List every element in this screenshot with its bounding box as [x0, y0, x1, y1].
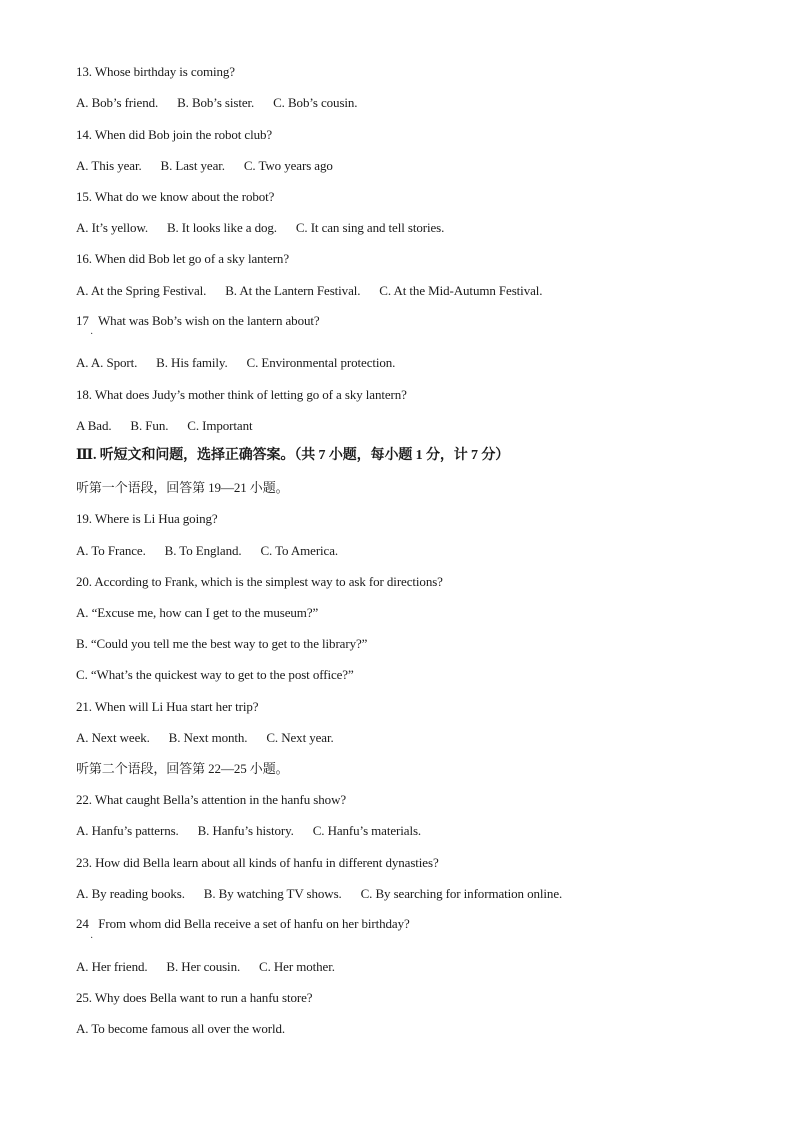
options-22: A. Hanfu’s patterns. B. Hanfu’s history. C. Hanfu’s materials.	[76, 823, 422, 838]
options-17: A. A. Sport. B. His family. C. Environmental protection.	[76, 355, 396, 370]
section-heading: Ⅲ. 听短文和问题，选择正确答案。（共 7 小题，每小题 1 分，计 7 分）	[76, 448, 510, 463]
options-18: A Bad. B. Fun. C. Important	[76, 418, 253, 433]
options-14: A. This year. B. Last year. C. Two years ago	[76, 158, 333, 173]
options-13: A. Bob’s friend. B. Bob’s sister. C. Bob’s cousin.	[76, 95, 358, 110]
question-16: 16. When did Bob let go of a sky lantern?	[76, 251, 290, 266]
question-22: 22. What caught Bella’s attention in the hanfu show?	[76, 792, 347, 807]
question-20: 20. According to Frank, which is the simplest way to ask for directions?	[76, 574, 443, 589]
question-21: 21. When will Li Hua start her trip?	[76, 699, 259, 714]
stray-dot: ·	[90, 329, 94, 340]
question-25: 25. Why does Bella want to run a hanfu store?	[76, 990, 313, 1005]
segment-one-instruction: 听第一个语段，回答第 19—21 小题。	[76, 480, 289, 495]
stray-dot: ·	[90, 933, 94, 944]
options-15: A. It’s yellow. B. It looks like a dog. C. It can sing and tell stories.	[76, 220, 445, 235]
question-23: 23. How did Bella learn about all kinds of hanfu in different dynasties?	[76, 855, 439, 870]
question-19: 19. Where is Li Hua going?	[76, 511, 218, 526]
options-21: A. Next week. B. Next month. C. Next year.	[76, 730, 334, 745]
option-20c: C. “What’s the quickest way to get to the post office?”	[76, 667, 354, 682]
options-24: A. Her friend. B. Her cousin. C. Her mother.	[76, 959, 335, 974]
options-16: A. At the Spring Festival. B. At the Lantern Festival. C. At the Mid-Autumn Festival.	[76, 283, 543, 298]
option-20a: A. “Excuse me, how can I get to the museum?”	[76, 605, 319, 620]
options-19: A. To France. B. To England. C. To America.	[76, 543, 339, 558]
option-20b: B. “Could you tell me the best way to get to the library?”	[76, 636, 368, 651]
question-15: 15. What do we know about the robot?	[76, 189, 275, 204]
options-23: A. By reading books. B. By watching TV shows. C. By searching for information online.	[76, 886, 563, 901]
question-24: 24 From whom did Bella receive a set of hanfu on her birthday?	[76, 916, 410, 931]
question-14: 14. When did Bob join the robot club?	[76, 127, 273, 142]
question-13: 13. Whose birthday is coming?	[76, 64, 235, 79]
option-25a: A. To become famous all over the world.	[76, 1021, 286, 1036]
question-18: 18. What does Judy’s mother think of letting go of a sky lantern?	[76, 387, 407, 402]
segment-two-instruction: 听第二个语段，回答第 22—25 小题。	[76, 761, 289, 776]
question-17: 17 What was Bob’s wish on the lantern about?	[76, 313, 320, 328]
